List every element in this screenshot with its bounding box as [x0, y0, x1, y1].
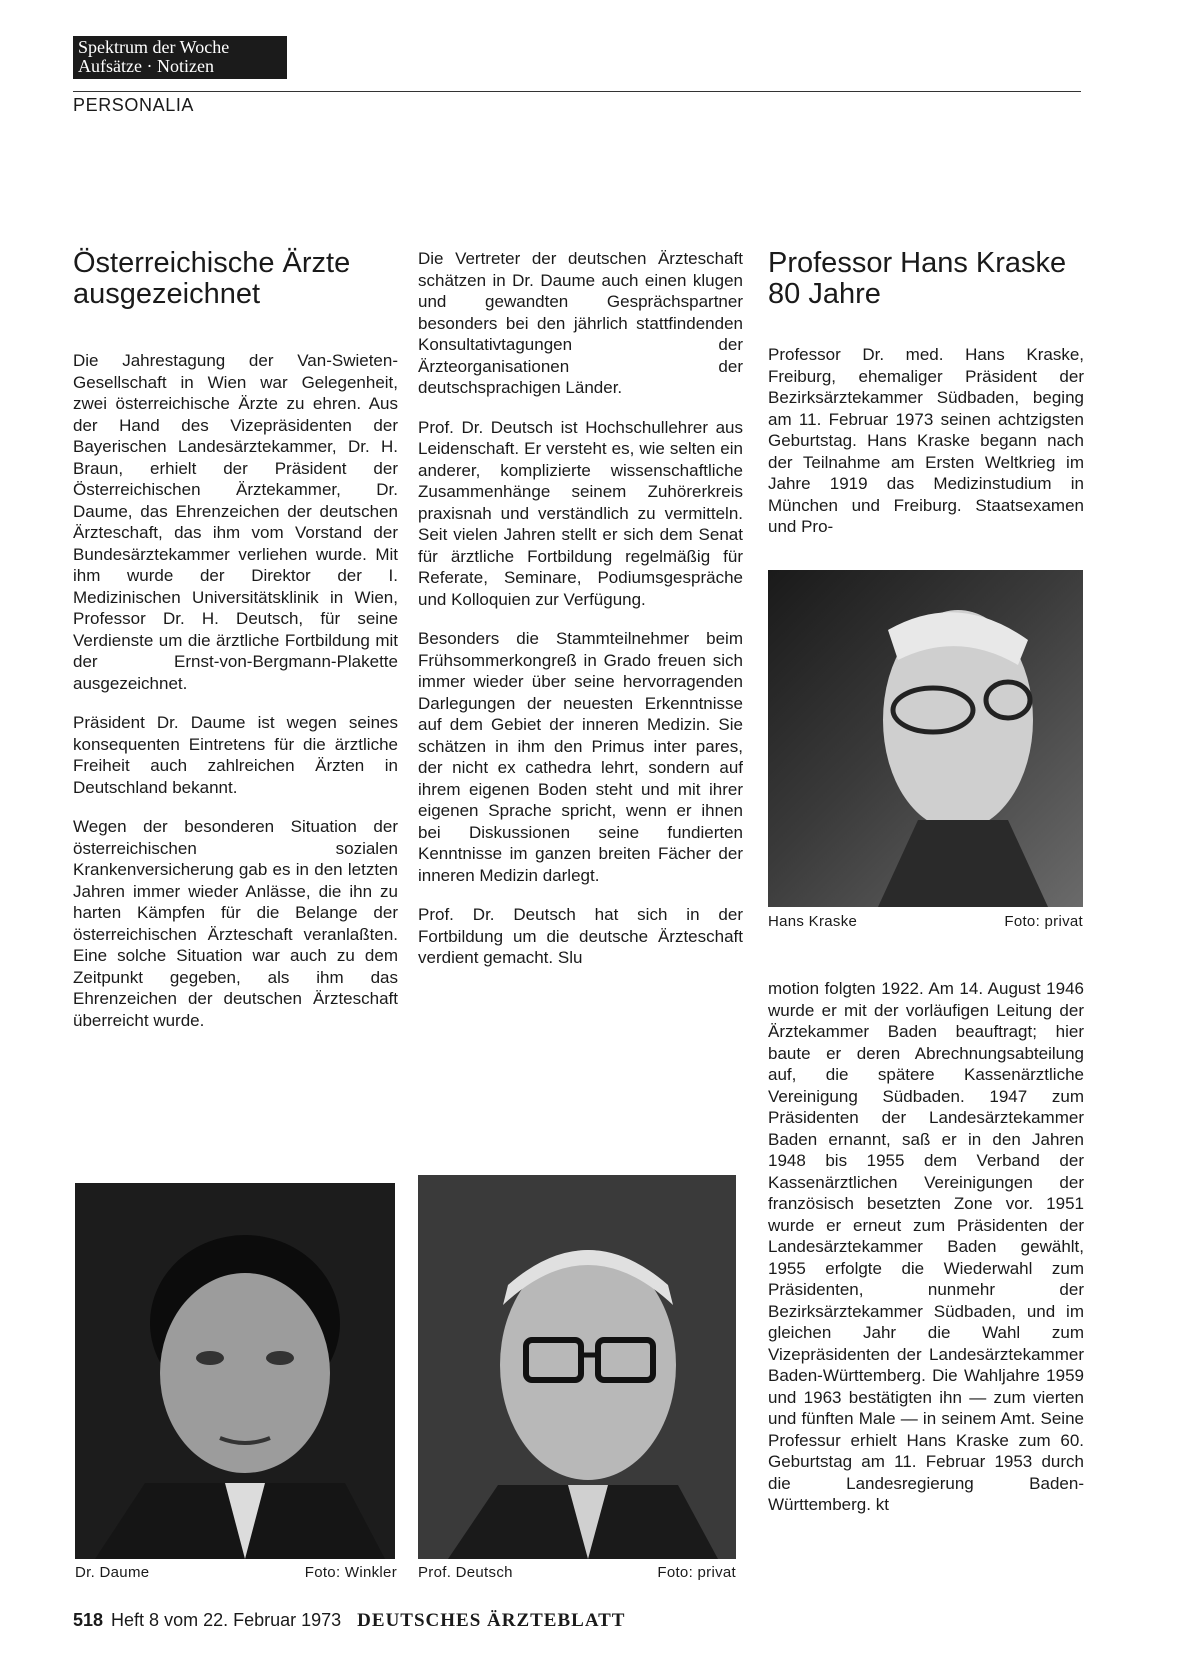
- article1-paragraph: Die Jahrestagung der Van-Swieten-Gesellschaft in Wien war Gelegenheit, zwei österreichische Ärzte zu ehren. Aus der Hand des Vizepräsidenten der Bayerischen Landesärztekammer, Dr. H. Braun, erhielt der Präsident der Österreichischen Ärztekammer, Dr. Daume, das Ehrenzeichen der deutschen Ärzteschaft, das ihm vom Vorstand der Bundesärztekammer verliehen wurde. Mit ihm wurde der Direktor der I. Medizinischen Universitätsklinik in Wien, Professor Dr. H. Deutsch, für seine Verdienste um die ärztliche Fortbildung mit der Ernst-von-Bergmann-Plakette ausgezeichnet.: [73, 351, 398, 693]
- photo-hans-kraske: [768, 570, 1083, 907]
- article1-headline-line2: ausgezeichnet: [73, 278, 261, 310]
- photo-prof-deutsch: [418, 1175, 736, 1559]
- article1-column2: [418, 248, 743, 987]
- article1-paragraph: Wegen der besonderen Situation der österreichischen sozialen Krankenversicherung gab es in den letzten Jahren immer wieder Anlässe, die ihn zu harten Kämpfen für die Belange der österreichischen Ärzteschaft veranlaßten. Eine solche Situation war auch zu dem Zeitpunkt gegeben, als ihm das Ehrenzeichen der deutschen Ärzteschaft überreicht wurde.: [73, 817, 398, 1030]
- article2-column-top: [768, 248, 1084, 556]
- article1-paragraph: Prof. Dr. Deutsch ist Hochschullehrer aus Leidenschaft. Er versteht es, wie selten ein anderer, komplizierte wissenschaftliche Zusammenhänge seinem Zuhörerkreis praxisnah und verständlich zu vermitteln. Seit vielen Jahren stellt er sich dem Senat für ärztliche Fortbildung regelmäßig für Referate, Seminare, Podiumsgespräche und Kolloquien zur Verfügung.: [418, 417, 743, 609]
- article2-headline-line2: 80 Jahre: [768, 278, 881, 310]
- article2-column-bottom: [768, 978, 1084, 1534]
- article1-column1: [73, 248, 398, 1049]
- page-number: 518: [73, 1610, 104, 1630]
- article2-headline-line1: Professor Hans Kraske: [768, 247, 1067, 279]
- photo-daume-caption-name: Dr. Daume: [75, 1564, 150, 1581]
- article1-paragraph: Prof. Dr. Deutsch hat sich in der Fortbildung um die deutsche Ärzteschaft verdient gemacht. Slu: [418, 905, 743, 967]
- photo-kraske-credit: Foto: privat: [1004, 913, 1083, 930]
- header-rule: [73, 91, 1081, 92]
- article2-headline: [768, 248, 1084, 310]
- article1-headline-line1: Österreichische Ärzte: [73, 247, 351, 279]
- section-label-line2: Aufsätze · Notizen: [78, 56, 214, 76]
- article1-headline: [73, 248, 398, 310]
- subsection-title: PERSONALIA: [73, 95, 195, 115]
- photo-deutsch-caption-name: Prof. Deutsch: [418, 1564, 513, 1581]
- issue-info: Heft 8 vom 22. Februar 1973: [111, 1610, 342, 1630]
- article1-paragraph: Präsident Dr. Daume ist wegen seines konsequenten Eintretens für die ärztliche Freiheit auch zahlreichen Ärzten in Deutschland bekannt.: [73, 713, 398, 797]
- photo-daume-credit: Foto: Winkler: [304, 1564, 397, 1581]
- section-label: [73, 36, 287, 79]
- section-label-line1: Spektrum der Woche: [78, 37, 230, 57]
- article1-paragraph: Besonders die Stammteilnehmer beim Frühsommerkongreß in Grado freuen sich immer wieder über seine hervorragenden Darlegungen der neuesten Erkenntnisse auf dem Gebiet der inneren Medizin. Sie schätzen in ihm den Primus inter pares, der nicht ex cathedra lehrt, sondern auf ihrem eigenen Boden steht und mit ihrer eigenen Sprache spricht, wenn er ihnen bei Diskussionen seine fundierten Kenntnisse im ganzen breiten Fächer der inneren Medizin darlegt.: [418, 629, 743, 885]
- journal-name: DEUTSCHES ÄRZTEBLATT: [357, 1610, 626, 1631]
- photo-deutsch-credit: Foto: privat: [657, 1564, 736, 1581]
- article1-paragraph: Die Vertreter der deutschen Ärzteschaft schätzen in Dr. Daume auch einen klugen und gewandten Gesprächspartner besonders bei den jährlich stattfindenden Konsultativtagungen der Ärzteorganisationen der deutschsprachigen Länder.: [418, 249, 743, 397]
- photo-deutsch-caption: [418, 1564, 736, 1581]
- photo-kraske-caption: [768, 913, 1083, 930]
- article2-paragraph: Professor Dr. med. Hans Kraske, Freiburg, ehemaliger Präsident der Bezirksärztekammer Südbaden, beging am 11. Februar 1973 seinen achtzigsten Geburtstag. Hans Kraske begann nach der Teilnahme am Ersten Weltkrieg im Jahre 1919 das Medizinstudium in München und Freiburg. Staatsexamen und Pro-: [768, 345, 1084, 536]
- page-footer: [73, 1610, 625, 1632]
- photo-kraske-caption-name: Hans Kraske: [768, 913, 858, 930]
- photo-daume-caption: [75, 1564, 397, 1581]
- photo-dr-daume: [75, 1183, 395, 1559]
- article2-paragraph: motion folgten 1922. Am 14. August 1946 wurde er mit der vorläufigen Leitung der Ärztekammer Baden beauftragt; hier baute er deren Abrechnungsabteilung auf, die spätere Kassenärztliche Vereinigung Südbaden. 1947 zum Präsidenten der Landesärztekammer Baden ernannt, saß er in den Jahren 1948 bis 1955 dem Verband der Kassenärztlichen Vereinigungen der französisch besetzten Zone vor. 1951 wurde er erneut zum Präsidenten der Landesärztekammer Baden gewählt, 1955 erfolgte die Wiederwahl zum Präsidenten, nunmehr der Bezirksärztekammer Südbaden, und im gleichen Jahr die Wahl zum Vizepräsidenten der Landesärztekammer Baden-Württemberg. Die Wahljahre 1959 und 1963 bestätigten ihn — zum vierten und fünften Male — in seinem Amt. Seine Professur erhielt Hans Kraske zum 60. Geburtstag am 11. Februar 1953 durch die Landesregierung Baden-Württemberg. kt: [768, 979, 1084, 1514]
